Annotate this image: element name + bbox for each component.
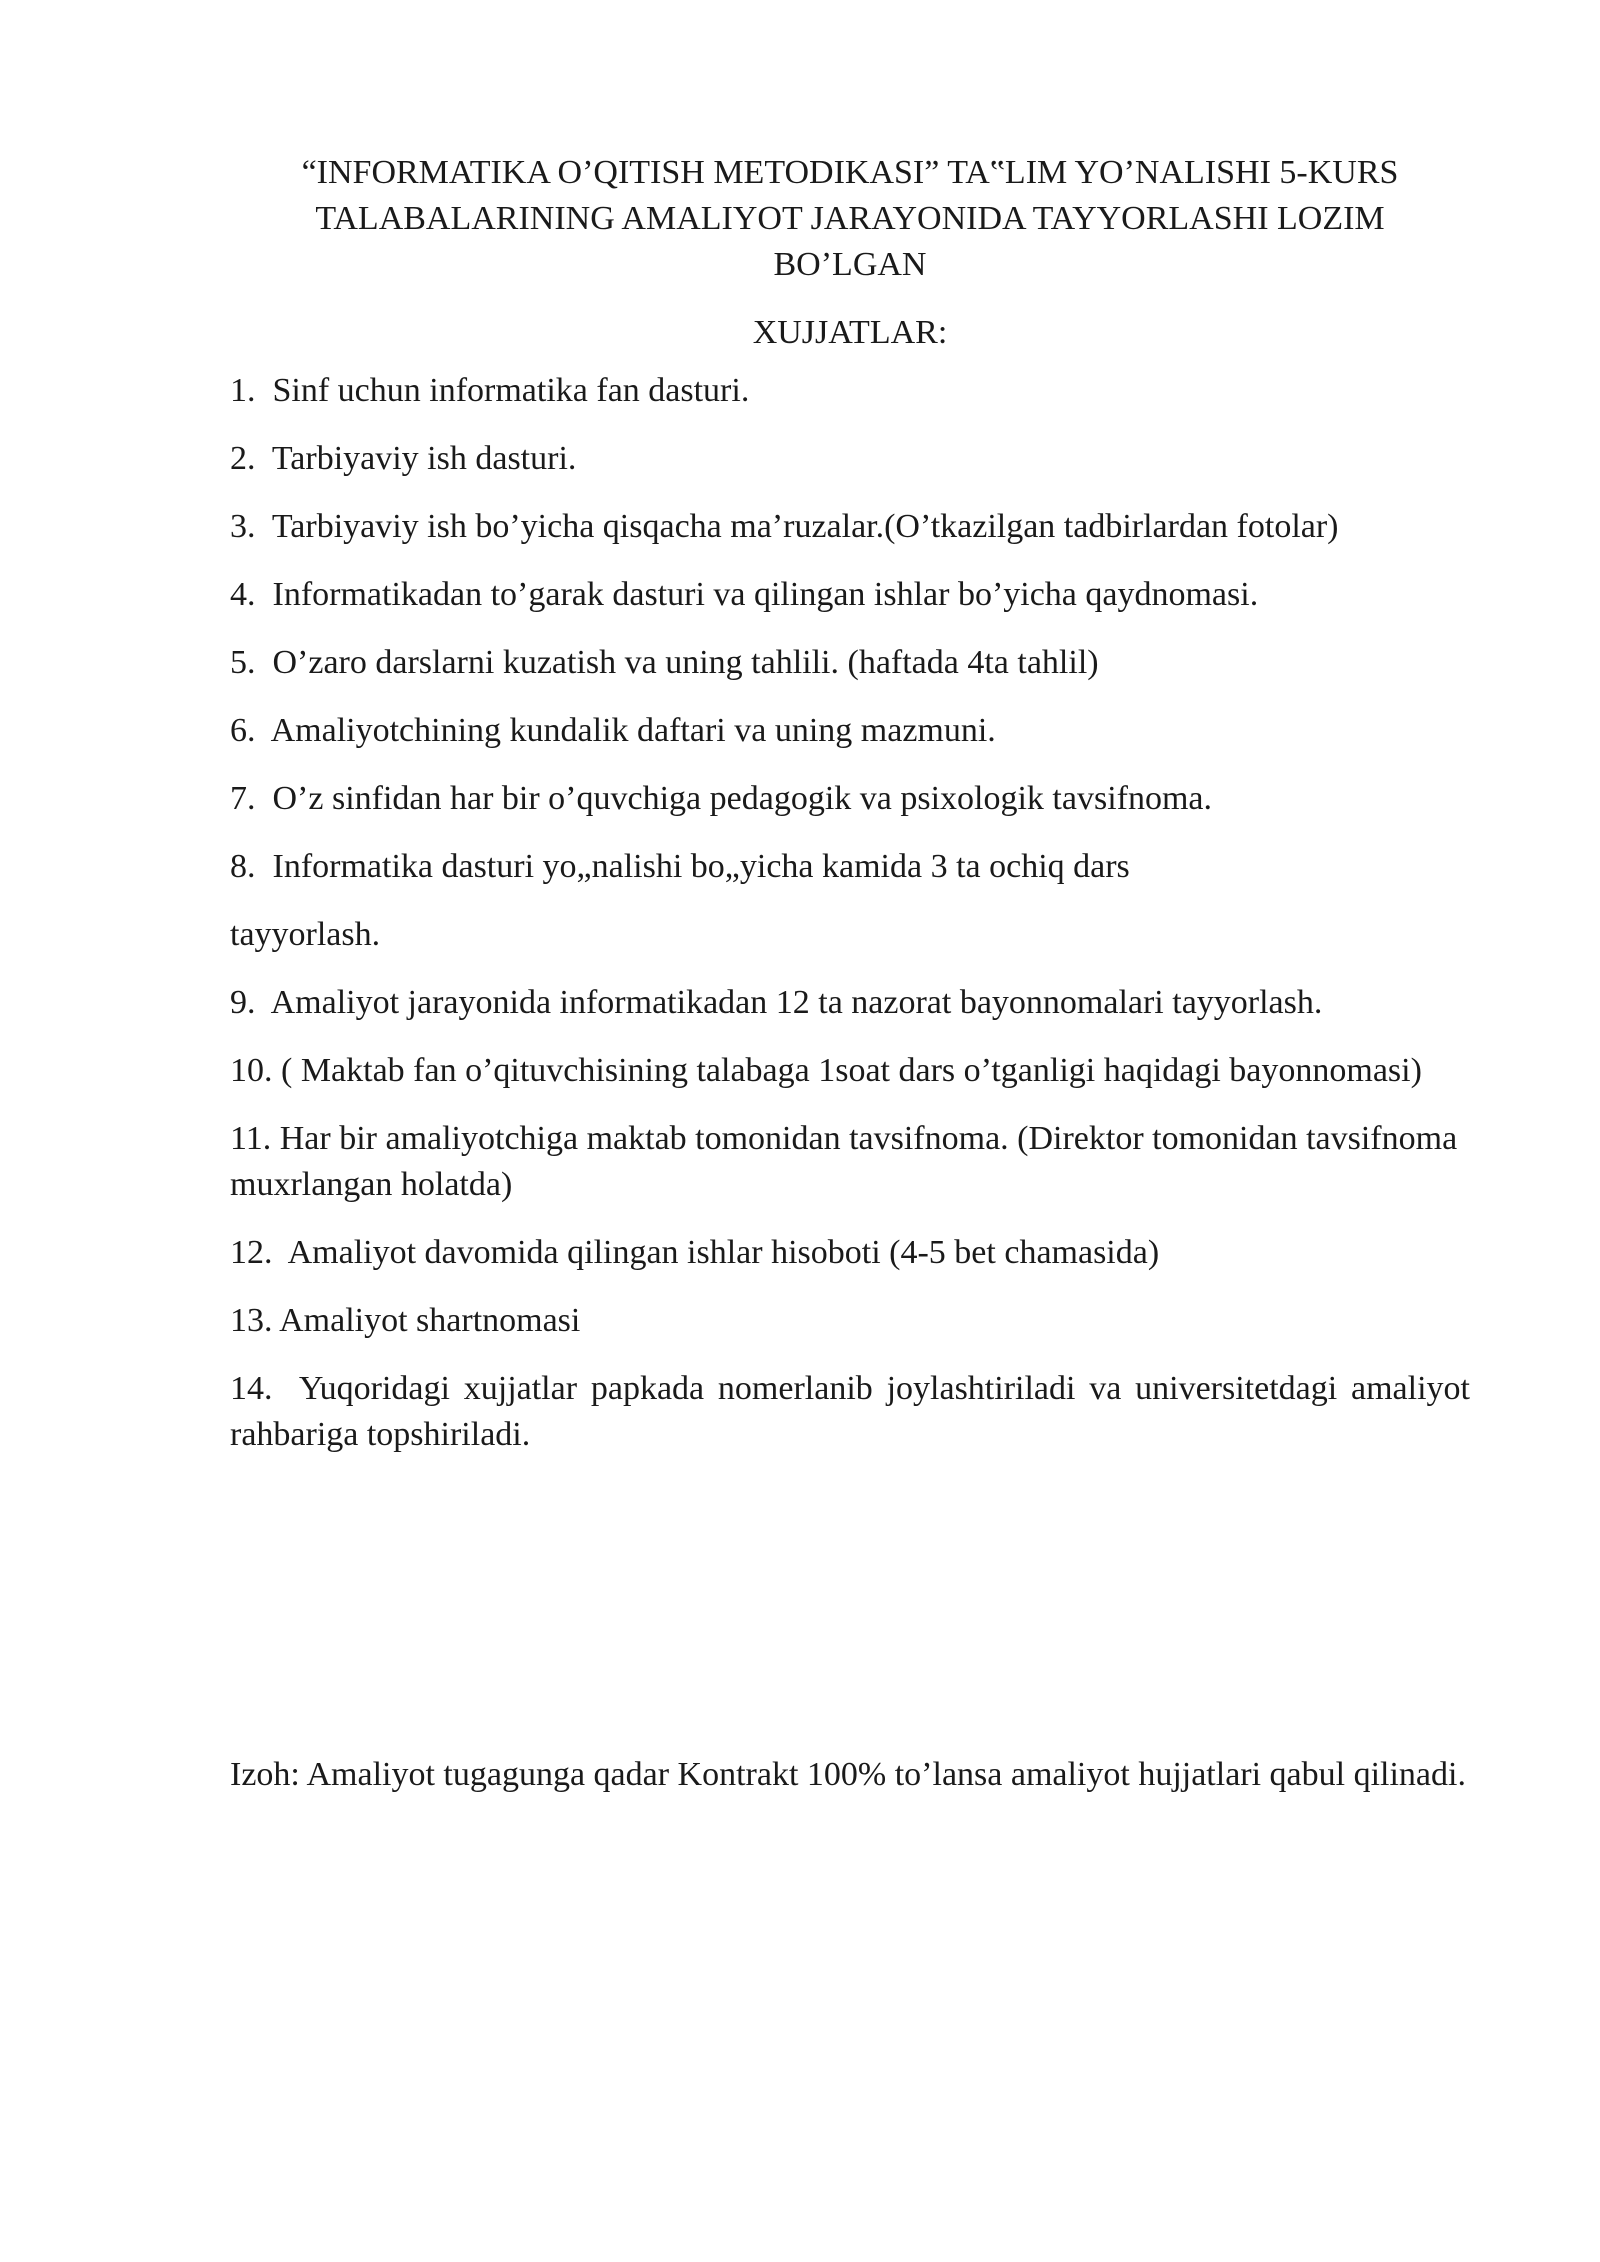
item-text: Amaliyot davomida qilingan ishlar hisoboti (4-5 bet chamasida) xyxy=(287,1234,1160,1271)
item-text: Sinf uchun informatika fan dasturi. xyxy=(272,372,750,409)
list-item xyxy=(230,844,1470,890)
item-number: 8. xyxy=(230,848,273,885)
item-number: 1. xyxy=(230,372,273,409)
list-item xyxy=(230,1230,1470,1276)
requirements-list xyxy=(230,368,1470,1458)
item-text: Informatika dasturi yo„nalishi bo„yicha kamida 3 ta ochiq dars xyxy=(272,848,1130,885)
list-item xyxy=(230,1048,1470,1094)
list-item xyxy=(230,776,1470,822)
item-text: Yuqoridagi xujjatlar papkada nomerlanib joylashtiriladi va universitetdagi amaliyot rahbariga topshiriladi. xyxy=(230,1370,1470,1453)
item-text: Informatikadan to’garak dasturi va qilingan ishlar bo’yicha qaydnomasi. xyxy=(272,576,1259,613)
list-item xyxy=(230,708,1470,754)
item-text: O’zaro darslarni kuzatish va uning tahlili. (haftada 4ta tahlil) xyxy=(272,644,1099,681)
title-line: TALABALARINING AMALIYOT JARAYONIDA TAYYORLASHI LOZIM xyxy=(315,200,1385,237)
list-item xyxy=(230,436,1470,482)
item-number: 14. xyxy=(230,1370,299,1407)
item-text: O’z sinfidan har bir o’quvchiga pedagogik va psixologik tavsifnoma. xyxy=(272,780,1212,817)
list-item xyxy=(230,504,1470,550)
item-number: 3. xyxy=(230,508,272,545)
item-text: tayyorlash. xyxy=(230,916,381,953)
item-number: 9. xyxy=(230,984,271,1021)
note-paragraph: Izoh: Amaliyot tugagunga qadar Kontrakt 100% to’lansa amaliyot hujjatlari qabul qilinadi. xyxy=(230,1756,1466,1793)
item-number: 5. xyxy=(230,644,273,681)
list-item xyxy=(230,1116,1470,1208)
document-title xyxy=(230,150,1470,288)
item-number: 7. xyxy=(230,780,273,817)
item-text: Amaliyot jarayonida informatikadan 12 ta nazorat bayonnomalari tayyorlash. xyxy=(270,984,1323,1021)
item-number: 2. xyxy=(230,440,272,477)
item-number: 4. xyxy=(230,576,273,613)
list-item xyxy=(230,1366,1470,1458)
list-item xyxy=(230,980,1470,1026)
item-text: Har bir amaliyotchiga maktab tomonidan tavsifnoma. (Direktor tomonidan tavsifnoma muxrlangan holatda) xyxy=(230,1120,1458,1203)
item-text: ( Maktab fan o’qituvchisining talabaga 1soat dars o’tganligi haqidagi bayonnomasi) xyxy=(281,1052,1422,1089)
list-item xyxy=(230,572,1470,618)
document-page xyxy=(230,150,1470,1480)
item-text: Tarbiyaviy ish dasturi. xyxy=(271,440,577,477)
item-number: 6. xyxy=(230,712,271,749)
list-item xyxy=(230,1298,1470,1344)
title-line: BO’LGAN xyxy=(773,246,927,283)
item-text: Tarbiyaviy ish bo’yicha qisqacha ma’ruzalar.(O’tkazilgan tadbirlardan fotolar) xyxy=(271,508,1339,545)
list-item xyxy=(230,912,1470,958)
item-number: 10. xyxy=(230,1052,281,1089)
item-text: Amaliyotchining kundalik daftari va uning mazmuni. xyxy=(270,712,996,749)
document-subtitle: XUJJATLAR: xyxy=(752,314,948,351)
item-text: Amaliyot shartnomasi xyxy=(279,1302,581,1339)
item-number: 13. xyxy=(230,1302,280,1339)
list-item xyxy=(230,368,1470,414)
title-line: “INFORMATIKA O’QITISH METODIKASI” TA‟LIM YO’NALISHI 5-KURS xyxy=(301,154,1399,191)
list-item xyxy=(230,640,1470,686)
item-number: 11. xyxy=(230,1120,280,1157)
item-number: 12. xyxy=(230,1234,288,1271)
